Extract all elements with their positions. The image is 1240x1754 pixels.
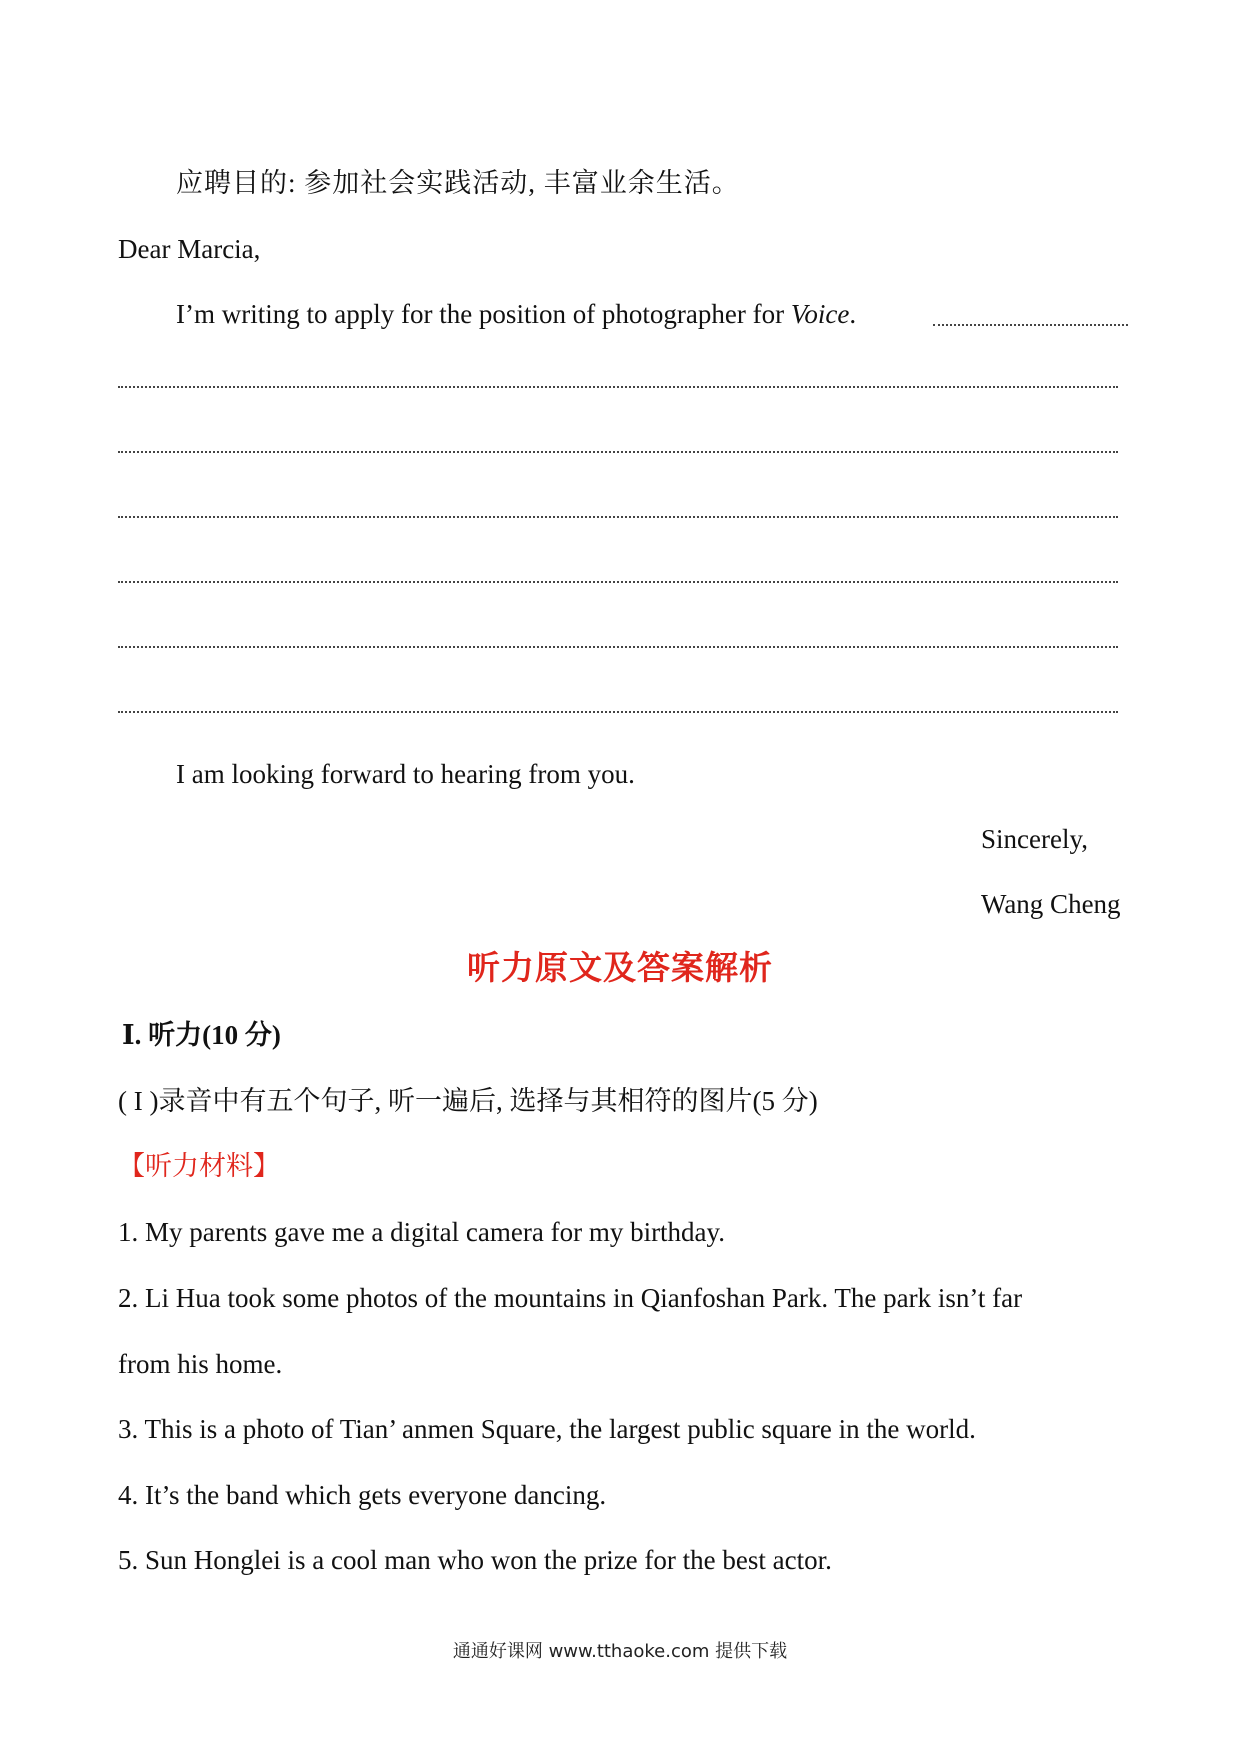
letter-salutation: Dear Marcia, — [118, 234, 261, 264]
listening-sentence-2: 2. Li Hua took some photos of the mountains in Qianfoshan Park. The park isn’t far — [118, 1283, 1023, 1313]
listening-sentence-4: 4. It’s the band which gets everyone dancing. — [118, 1480, 607, 1510]
writing-line-4 — [118, 581, 1118, 583]
application-purpose: 应聘目的: 参加社会实践活动, 丰富业余生活。 — [176, 168, 740, 198]
opening-period: . — [849, 299, 857, 329]
letter-signature: Wang Cheng — [981, 889, 1121, 919]
part-title: Ⅰ. 听力(10 分) — [122, 1020, 281, 1050]
opening-text: I’m writing to apply for the position of photographer for — [176, 299, 791, 329]
listening-sentence-5: 5. Sun Honglei is a cool man who won the prize for the best actor. — [118, 1545, 832, 1575]
section-title: 听力原文及答案解析 — [467, 948, 773, 987]
letter-opening — [176, 297, 856, 331]
writing-line-1 — [118, 386, 1118, 388]
letter-closing: I am looking forward to hearing from you. — [176, 759, 635, 789]
instruction: ( I )录音中有五个句子, 听一遍后, 选择与其相符的图片(5 分) — [118, 1086, 818, 1116]
letter-sign-off: Sincerely, — [981, 824, 1088, 854]
writing-line-short — [933, 324, 1128, 326]
material-label: 【听力材料】 — [118, 1151, 280, 1182]
listening-sentence-1: 1. My parents gave me a digital camera for my birthday. — [118, 1217, 726, 1247]
magazine-name: Voice — [790, 299, 850, 329]
listening-sentence-2-continued: from his home. — [118, 1349, 283, 1379]
writing-line-2 — [118, 451, 1118, 453]
writing-line-6 — [118, 711, 1118, 713]
writing-line-3 — [118, 516, 1118, 518]
writing-line-5 — [118, 646, 1118, 648]
page-footer: 通通好课网 www.tthaoke.com 提供下载 — [452, 1641, 788, 1662]
listening-sentence-3: 3. This is a photo of Tian’ anmen Square, the largest public square in the world. — [118, 1414, 976, 1444]
